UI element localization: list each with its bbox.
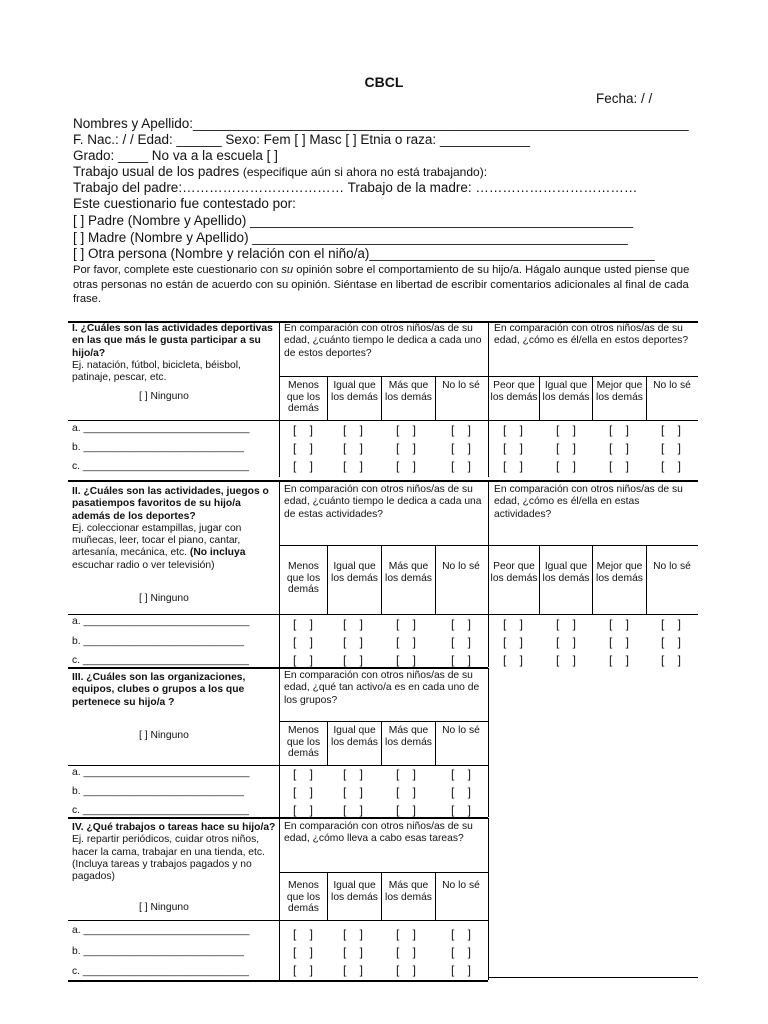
rating-checkbox[interactable]: [ ] [343,927,364,941]
rating-checkbox[interactable]: [ ] [503,441,524,455]
section-3-line-b[interactable]: b. ____________________________ [72,786,244,797]
form-title: CBCL [364,74,404,90]
section-2-line-a[interactable]: a. _____________________________ [72,616,250,627]
section-3-top-rule [68,667,488,669]
col-igual-2: Igual que los demás [542,380,590,403]
col-mas: Más que los demás [385,561,432,584]
col-igual: Igual que los demás [331,561,378,584]
rating-checkbox[interactable]: [ ] [609,441,630,455]
section-2-title: II. ¿Cuáles son las actividades, juegos o pasatiempos favoritos de su hijo/a además de los deportes? [72,486,269,522]
section-1-example: Ej. natación, fútbol, bicicleta, béisbol, patinaje, pescar, etc. [72,359,241,384]
instructions [73,263,698,307]
grade-line[interactable]: Grado: ____ No va a la escuela [ ] [73,148,278,163]
section-4-question [72,822,277,883]
rating-checkbox[interactable]: [ ] [451,945,472,959]
section-4-line-b[interactable]: b. ____________________________ [72,946,244,957]
col-igual: Igual que los demás [331,725,378,748]
section-4-example: Ej. repartir periódicos, cuidar otros niños, hacer la cama, trabajar en una tienda, etc. (Incluya tareas y trabajos pagados y no pagados) [72,834,265,883]
rating-checkbox[interactable]: [ ] [503,423,524,437]
section-4-bottom-rule [68,980,488,982]
rating-checkbox[interactable]: [ ] [661,617,682,631]
section-1-line-b[interactable]: b. ____________________________ [72,442,244,453]
col-mejor: Mejor que los demás [596,561,643,584]
section-1-none[interactable]: [ ] Ninguno [139,391,189,402]
col-menos: Menos que los demás [286,380,321,414]
rating-checkbox[interactable]: [ ] [451,767,472,781]
col-nolose-2: No lo sé [653,561,691,572]
rating-checkbox[interactable]: [ ] [293,617,314,631]
rating-checkbox[interactable]: [ ] [609,617,630,631]
rating-checkbox[interactable]: [ ] [661,441,682,455]
rating-checkbox[interactable]: [ ] [503,617,524,631]
rating-checkbox[interactable]: [ ] [503,459,524,473]
section-2-skill-header: En comparación con otros niños/as de su edad, ¿cómo es él/ella en estas actividades? [494,484,683,520]
section-3-question [72,672,277,709]
section-3-title: III. ¿Cuáles son las organizaciones, equipos, clubes o grupos a los que pertenece su hijo/a ? [72,672,246,708]
section-3-activity-header: En comparación con otros niños/as de su edad, ¿qué tan activo/a es en cada uno de los grupos? [284,670,480,706]
parents-work-line[interactable]: Trabajo del padre:……………………………… Trabajo de la madre: ……………………………… [73,180,638,195]
rating-checkbox[interactable]: [ ] [451,423,472,437]
rating-checkbox[interactable]: [ ] [293,635,314,649]
section-3-answers-rule [68,765,488,766]
sep [435,545,436,614]
rating-checkbox[interactable]: [ ] [451,785,472,799]
section-2-top-rule [68,480,698,482]
rating-checkbox[interactable]: [ ] [293,767,314,781]
mother-option[interactable]: [ ] Madre (Nombre y Apellido) __________________________________________________ [73,230,628,245]
rating-checkbox[interactable]: [ ] [293,785,314,799]
rating-checkbox[interactable]: [ ] [293,927,314,941]
rating-checkbox[interactable]: [ ] [451,927,472,941]
rating-checkbox[interactable]: [ ] [293,963,314,977]
rating-checkbox[interactable]: [ ] [343,767,364,781]
birth-age-sex-line[interactable]: F. Nac.: / / Edad: ______ Sexo: Fem [ ] Masc [ ] Etnia o raza: ____________ [73,132,531,147]
col-menos: Menos que los demás [286,725,321,759]
rating-checkbox[interactable]: [ ] [343,945,364,959]
father-option[interactable]: [ ] Padre (Nombre y Apellido) ___________________________________________________ [73,213,633,228]
parents-work-heading [73,164,487,180]
rating-checkbox[interactable]: [ ] [609,635,630,649]
col-mas: Más que los demás [385,880,432,903]
section-2-subheader-rule [279,545,698,546]
rating-checkbox[interactable]: [ ] [661,423,682,437]
section-3-line-a[interactable]: a. _____________________________ [72,767,250,778]
section-1-answers-rule [68,420,698,421]
section-1-line-c[interactable]: c. _____________________________ [72,461,249,472]
section-4-top-rule [68,817,488,819]
section-4-title: IV. ¿Qué trabajos o tareas hace su hijo/a? [72,822,276,833]
rating-checkbox[interactable]: [ ] [396,785,417,799]
parents-work-label: Trabajo usual de los padres [73,164,240,179]
section-3-line-c[interactable]: c. _____________________________ [72,805,249,816]
col-nolose: No lo sé [442,725,480,736]
date-field[interactable]: Fecha: / / [596,91,653,106]
rating-checkbox[interactable]: [ ] [343,635,364,649]
section-4-line-a[interactable]: a. _____________________________ [72,925,250,936]
rating-checkbox[interactable]: [ ] [451,653,472,667]
col-nolose: No lo sé [442,880,480,891]
rating-checkbox[interactable]: [ ] [556,441,577,455]
section-3-none[interactable]: [ ] Ninguno [139,730,189,741]
rating-checkbox[interactable]: [ ] [293,653,314,667]
rating-checkbox[interactable]: [ ] [396,767,417,781]
rating-checkbox[interactable]: [ ] [609,423,630,437]
rating-checkbox[interactable]: [ ] [396,441,417,455]
section-2-line-c[interactable]: c. _____________________________ [72,655,249,666]
col-peor: Peor que los demás [490,561,538,584]
rating-checkbox[interactable]: [ ] [396,803,417,817]
instructions-pre: Por favor, complete este cuestionario con [73,264,282,276]
col-mas: Más que los demás [385,725,432,748]
section-2-example: Ej. coleccionar estampillas, jugar con muñecas, leer, tocar el piano, cantar, artesanía, mecánica, etc. [72,522,242,559]
section-2-none[interactable]: [ ] Ninguno [139,593,189,604]
rating-checkbox[interactable]: [ ] [556,459,577,473]
rating-checkbox[interactable]: [ ] [451,441,472,455]
section-2-question [72,486,277,572]
rating-checkbox[interactable]: [ ] [396,927,417,941]
section-2-answers-rule [68,614,698,615]
rating-checkbox[interactable]: [ ] [343,785,364,799]
rating-checkbox[interactable]: [ ] [503,635,524,649]
section-4-right-rule [488,977,698,978]
col-peor: Peor que los demás [490,380,538,403]
answered-by-heading: Este cuestionario fue contestado por: [73,196,296,211]
rating-checkbox[interactable]: [ ] [451,617,472,631]
col-menos: Menos que los demás [286,561,321,595]
rating-checkbox[interactable]: [ ] [661,653,682,667]
rating-checkbox[interactable]: [ ] [343,963,364,977]
col-igual-2: Igual que los demás [542,561,590,584]
section-3-subheader-rule [279,721,488,722]
section-4-divider-2 [488,818,489,980]
rating-checkbox[interactable]: [ ] [293,423,314,437]
other-person-option[interactable]: [ ] Otra persona (Nombre y relación con el niño/a)______________________________________ [73,246,655,261]
rating-checkbox[interactable]: [ ] [609,653,630,667]
section-2-example-bold: (No incluya [189,547,246,559]
instructions-em: su [281,264,294,276]
rating-checkbox[interactable]: [ ] [343,423,364,437]
rating-checkbox[interactable]: [ ] [451,963,472,977]
rating-checkbox[interactable]: [ ] [293,803,314,817]
rating-checkbox[interactable]: [ ] [396,963,417,977]
parents-work-note: (especifique aún si ahora no está trabajando): [242,165,488,179]
rating-checkbox[interactable]: [ ] [293,441,314,455]
rating-checkbox[interactable]: [ ] [396,459,417,473]
col-menos: Menos que los demás [286,880,321,914]
section-1-title: I. ¿Cuáles son las actividades deportivas en las que más le gusta participar a su hijo/a? [72,323,273,359]
section-4-answers-rule [68,920,488,921]
section-4-line-c[interactable]: c. _____________________________ [72,966,249,977]
section-4-subheader-rule [279,872,488,873]
col-igual: Igual que los demás [331,380,378,403]
rating-checkbox[interactable]: [ ] [396,423,417,437]
section-1-time-header: En comparación con otros niños/as de su edad, ¿cuánto tiempo le dedica a cada uno de estos deportes? [284,323,482,359]
section-4-task-header: En comparación con otros niños/as de su edad, ¿cómo lleva a cabo esas tareas? [284,821,473,845]
rating-checkbox[interactable]: [ ] [343,803,364,817]
section-4-none[interactable]: [ ] Ninguno [139,902,189,913]
name-field[interactable]: Nombres y Apellido:__________________________________________________________________ [73,116,689,131]
rating-checkbox[interactable]: [ ] [293,945,314,959]
section-1-subheader-rule [279,376,698,377]
rating-checkbox[interactable]: [ ] [343,441,364,455]
rating-checkbox[interactable]: [ ] [556,423,577,437]
col-mas: Más que los demás [385,380,432,403]
rating-checkbox[interactable]: [ ] [451,459,472,473]
section-3-divider-2 [488,668,489,817]
rating-checkbox[interactable]: [ ] [451,635,472,649]
rating-checkbox[interactable]: [ ] [661,459,682,473]
rating-checkbox[interactable]: [ ] [396,617,417,631]
rating-checkbox[interactable]: [ ] [343,653,364,667]
col-nolose: No lo sé [442,380,480,391]
rating-checkbox[interactable]: [ ] [396,945,417,959]
rating-checkbox[interactable]: [ ] [293,459,314,473]
section-1-skill-header: En comparación con otros niños/as de su edad, ¿cómo es él/ella en estos deportes? [494,323,689,347]
rating-checkbox[interactable]: [ ] [396,635,417,649]
rating-checkbox[interactable]: [ ] [396,653,417,667]
section-1-question [72,323,277,384]
col-mejor: Mejor que los demás [596,380,643,403]
rating-checkbox[interactable]: [ ] [343,459,364,473]
rating-checkbox[interactable]: [ ] [556,653,577,667]
rating-checkbox[interactable]: [ ] [451,803,472,817]
rating-checkbox[interactable]: [ ] [343,617,364,631]
rating-checkbox[interactable]: [ ] [556,617,577,631]
col-nolose: No lo sé [442,561,480,572]
sep [646,545,647,614]
instructions-post: opinión sobre el comportamiento de su hijo/a. Hágalo aunque usted piense que otras personas no están de acuerdo con su opinión. Siéntase en libertad de escribir comentarios adicionales al final de cada frase. [73,264,690,305]
section-2-example-post: escuchar radio o ver televisión) [72,559,215,571]
rating-checkbox[interactable]: [ ] [503,653,524,667]
section-2-time-header: En comparación con otros niños/as de su edad, ¿cuánto tiempo le dedica a cada una de estas actividades? [284,484,482,520]
rating-checkbox[interactable]: [ ] [661,635,682,649]
section-2-line-b[interactable]: b. ____________________________ [72,636,244,647]
col-igual: Igual que los demás [331,880,378,903]
section-1-line-a[interactable]: a. _____________________________ [72,423,250,434]
col-nolose-2: No lo sé [653,380,691,391]
rating-checkbox[interactable]: [ ] [556,635,577,649]
rating-checkbox[interactable]: [ ] [609,459,630,473]
